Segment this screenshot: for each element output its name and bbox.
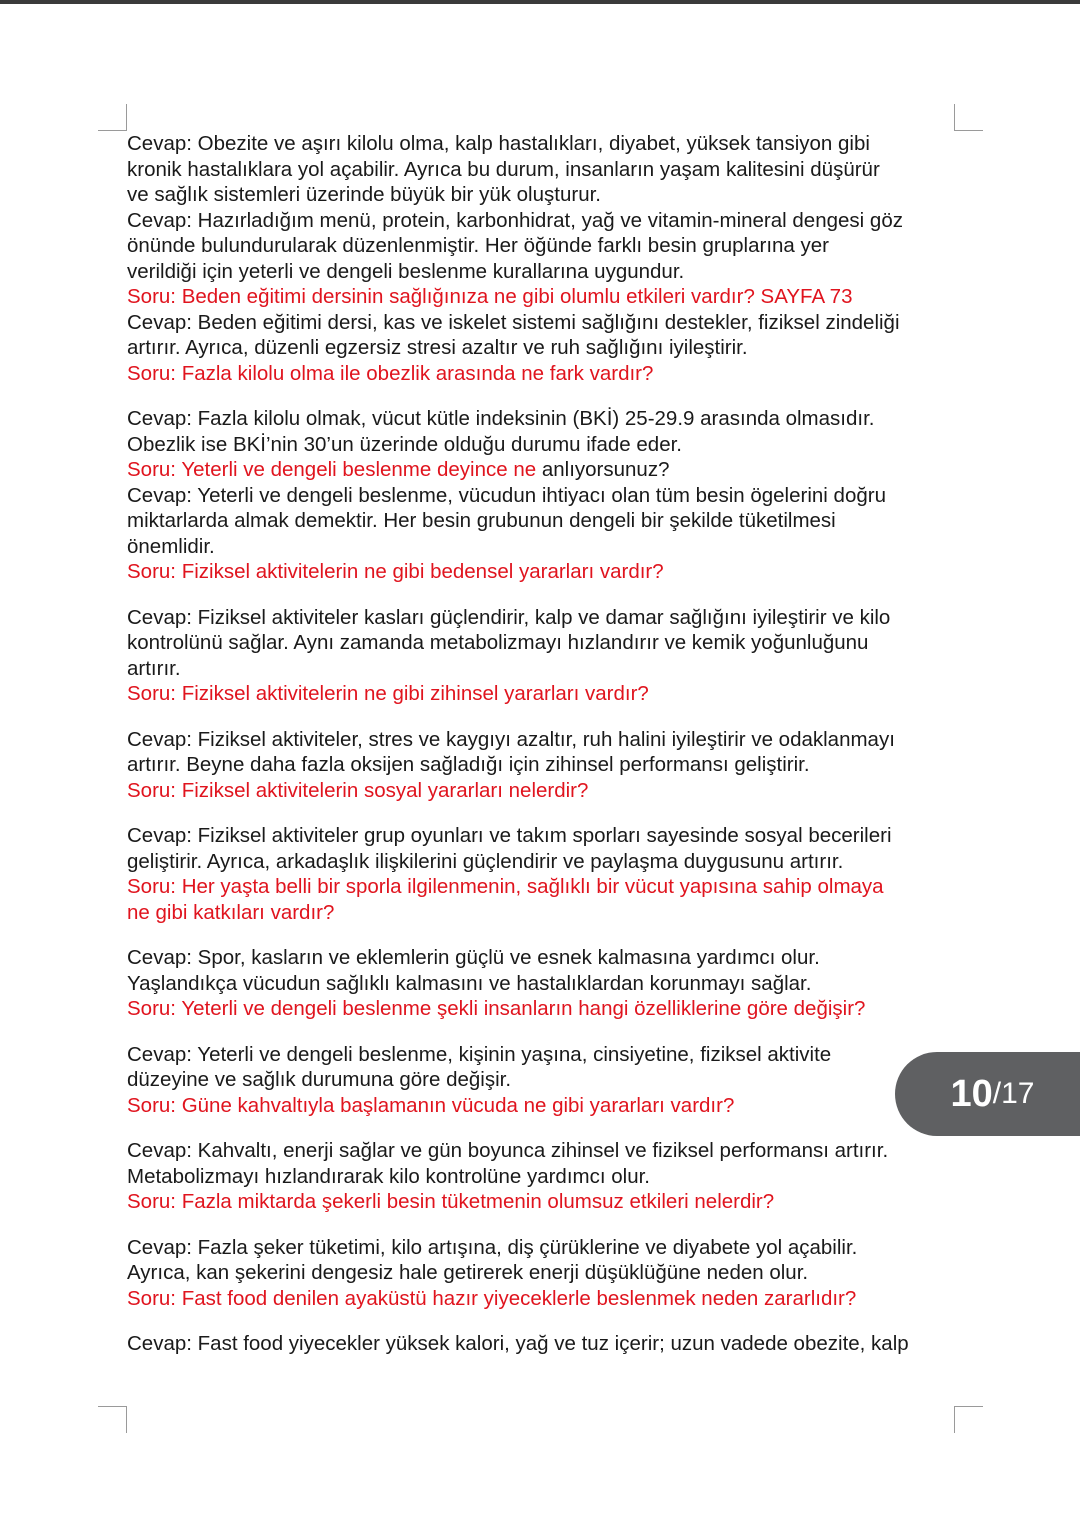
page-corner-mark-bottom-right xyxy=(954,1406,983,1433)
answer-block xyxy=(127,131,957,208)
paragraph-spacer xyxy=(127,803,957,823)
page-corner-mark-bottom-left xyxy=(98,1406,127,1433)
question-block xyxy=(127,681,957,707)
answer-line: önemlidir. xyxy=(127,534,215,558)
answer-block xyxy=(127,823,957,874)
answer-line: geliştirir. Ayrıca, arkadaşlık ilişkilerini güçlendirir ve paylaşma duygusunu artırır. xyxy=(127,849,844,873)
question-line: Soru: Yeterli ve dengeli beslenme şekli insanların hangi özelliklerine göre değişir? xyxy=(127,997,866,1020)
question-line: Soru: Fazla miktarda şekerli besin tüketmenin olumsuz etkileri nelerdir? xyxy=(127,1190,775,1213)
total-page-count: 17 xyxy=(1001,1077,1035,1110)
page-corner-mark-top-left xyxy=(98,104,127,131)
paragraph-spacer xyxy=(127,585,957,605)
answer-line: Cevap: Obezite ve aşırı kilolu olma, kalp hastalıkları, diyabet, yüksek tansiyon gibi xyxy=(127,132,870,155)
answer-line: artırır. xyxy=(127,656,181,680)
question-line: Soru: Beden eğitimi dersinin sağlığınıza ne gibi olumlu etkileri vardır? SAYFA 73 xyxy=(127,285,853,308)
answer-line: Metabolizmayı hızlandırarak kilo kontrolüne yardımcı olur. xyxy=(127,1164,650,1188)
answer-block xyxy=(127,1138,957,1189)
question-line: Soru: Fiziksel aktivitelerin ne gibi zihinsel yararları vardır? xyxy=(127,682,649,705)
answer-line: Cevap: Fiziksel aktiviteler, stres ve kaygıyı azaltır, ruh halini iyileştirir ve odaklanmayı xyxy=(127,727,895,751)
paragraph-spacer xyxy=(127,1311,957,1331)
answer-line: kontrolünü sağlar. Aynı zamanda metabolizmayı hızlandırır ve kemik yoğunluğunu xyxy=(127,631,869,654)
answer-line: Obezlik ise BKİ’nin 30’un üzerinde olduğu durumu ifade eder. xyxy=(127,432,682,456)
paragraph-spacer xyxy=(127,1118,957,1138)
answer-line: Cevap: Fazla kilolu olmak, vücut kütle indeksinin (BKİ) 25-29.9 arasında olmasıdır. xyxy=(127,407,875,430)
answer-block xyxy=(127,605,957,682)
paragraph-spacer xyxy=(127,386,957,406)
question-line: ne gibi katkıları vardır? xyxy=(127,900,335,924)
answer-block xyxy=(127,945,957,996)
question-block xyxy=(127,559,957,585)
answer-line: Ayrıca, kan şekerini dengesiz hale getirerek enerji düşüklüğüne neden olur. xyxy=(127,1261,809,1284)
question-block xyxy=(127,457,957,483)
answer-line: kronik hastalıklara yol açabilir. Ayrıca bu durum, insanların yaşam kalitesini düşürür xyxy=(127,157,880,181)
answer-line: artırır. Beyne daha fazla oksijen sağladığı için zihinsel performansı geliştirir. xyxy=(127,753,810,776)
answer-block xyxy=(127,310,957,361)
answer-line: Cevap: Beden eğitimi dersi, kas ve iskelet sistemi sağlığını destekler, fiziksel zindeliği xyxy=(127,310,900,334)
question-line: Soru: Fiziksel aktivitelerin ne gibi bedensel yararları vardır? xyxy=(127,560,664,583)
current-page-number: 10 xyxy=(950,1072,993,1115)
answer-line: miktarlarda almak demektir. Her besin grubunun dengeli bir şekilde tüketilmesi xyxy=(127,509,836,532)
paragraph-spacer xyxy=(127,1022,957,1042)
paragraph-spacer xyxy=(127,1215,957,1235)
question-line: Soru: Fast food denilen ayaküstü hazır yiyeceklerle beslenmek neden zararlıdır? xyxy=(127,1286,857,1310)
document-page-content xyxy=(127,131,957,1357)
answer-line: Cevap: Fiziksel aktiviteler grup oyunları ve takım sporları sayesinde sosyal becerileri xyxy=(127,824,892,847)
answer-line: Cevap: Fazla şeker tüketimi, kilo artışına, diş çürüklerine ve diyabete yol açabilir. xyxy=(127,1235,858,1259)
top-status-strip xyxy=(0,0,1080,4)
question-block xyxy=(127,1286,957,1312)
paragraph-spacer xyxy=(127,925,957,945)
answer-line: Cevap: Fast food yiyecekler yüksek kalori, yağ ve tuz içerir; uzun vadede obezite, kalp xyxy=(127,1332,909,1355)
answer-line: Cevap: Yeterli ve dengeli beslenme, vücudun ihtiyacı olan tüm besin ögelerini doğru xyxy=(127,483,886,507)
answer-line: Cevap: Fiziksel aktiviteler kasları güçlendirir, kalp ve damar sağlığını iyileştirir ve kilo xyxy=(127,605,891,629)
answer-line: Cevap: Spor, kasların ve eklemlerin güçlü ve esnek kalmasına yardımcı olur. xyxy=(127,946,820,969)
question-block xyxy=(127,874,957,925)
page-number-indicator xyxy=(895,1052,1080,1136)
question-block xyxy=(127,996,957,1022)
answer-line: ve sağlık sistemleri üzerinde büyük bir yük oluşturur. xyxy=(127,183,601,206)
answer-block xyxy=(127,1235,957,1286)
answer-line: Cevap: Hazırladığım menü, protein, karbonhidrat, yağ ve vitamin-mineral dengesi göz xyxy=(127,208,903,232)
question-line: Soru: Fazla kilolu olma ile obezlik arasında ne fark vardır? xyxy=(127,361,654,385)
question-block xyxy=(127,1093,957,1119)
answer-block xyxy=(127,1331,957,1357)
question-line: Soru: Her yaşta belli bir sporla ilgilenmenin, sağlıklı bir vücut yapısına sahip olmaya xyxy=(127,875,884,898)
question-text-suffix: anlıyorsunuz? xyxy=(536,458,670,481)
question-block xyxy=(127,284,957,310)
question-text: Soru: Yeterli ve dengeli beslenme deyince ne xyxy=(127,458,537,481)
answer-line: verildiği için yeterli ve dengeli beslenme kurallarına uygundur. xyxy=(127,259,685,283)
answer-line: Cevap: Kahvaltı, enerji sağlar ve gün boyunca zihinsel ve fiziksel performansı artırır. xyxy=(127,1139,889,1162)
answer-block xyxy=(127,406,957,457)
answer-block xyxy=(127,1042,957,1093)
question-line: Soru: Fiziksel aktivitelerin sosyal yararları nelerdir? xyxy=(127,778,589,802)
page-corner-mark-top-right xyxy=(954,104,983,131)
question-block xyxy=(127,361,957,387)
answer-line: artırır. Ayrıca, düzenli egzersiz stresi azaltır ve ruh sağlığını iyileştirir. xyxy=(127,336,748,359)
answer-line: Cevap: Yeterli ve dengeli beslenme, kişinin yaşına, cinsiyetine, fiziksel aktivite xyxy=(127,1042,832,1066)
answer-line: Yaşlandıkça vücudun sağlıklı kalmasını ve hastalıklardan korunmayı sağlar. xyxy=(127,971,812,995)
question-block xyxy=(127,778,957,804)
question-line: Soru: Güne kahvaltıyla başlamanın vücuda ne gibi yararları vardır? xyxy=(127,1093,735,1117)
page-separator: / xyxy=(992,1077,1002,1110)
answer-line: önünde bulundurularak düzenlenmiştir. Her öğünde farklı besin gruplarına yer xyxy=(127,234,829,257)
question-line xyxy=(127,457,957,483)
paragraph-spacer xyxy=(127,707,957,727)
question-block xyxy=(127,1189,957,1215)
answer-block xyxy=(127,727,957,778)
answer-line: düzeyine ve sağlık durumuna göre değişir. xyxy=(127,1068,512,1091)
answer-block xyxy=(127,208,957,285)
answer-block xyxy=(127,483,957,560)
